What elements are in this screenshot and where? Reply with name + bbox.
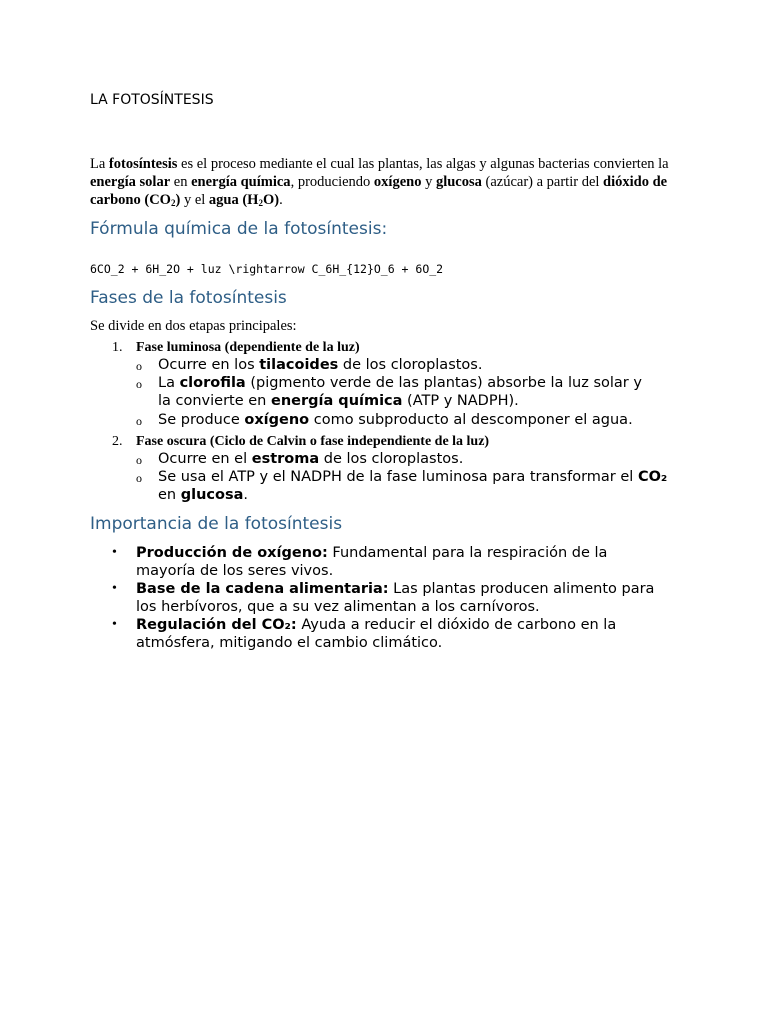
item-bold: estroma <box>251 451 320 467</box>
phase-list-item <box>136 450 688 468</box>
importance-list-item <box>112 616 656 652</box>
item-bold: tilacoides <box>259 357 339 373</box>
sub-bullet-icon: o <box>136 471 142 485</box>
item-bold: energía química <box>270 393 403 409</box>
item-text: de los cloroplastos. <box>338 357 483 373</box>
formula-text: 6CO_2 + 6H_2O + luz \rightarrow C_6H_{12}O_6 + 6O_2 <box>90 262 444 276</box>
intro-text: en <box>170 174 192 190</box>
intro-bold: energía química <box>191 174 291 190</box>
phases-intro: Se divide en dos etapas principales: <box>90 318 297 334</box>
phase-list-item <box>136 374 658 410</box>
item-text: La <box>158 375 180 391</box>
intro-text: (azúcar) a partir del <box>481 174 604 190</box>
phases-heading: Fases de la fotosíntesis <box>90 288 287 308</box>
intro-text: es el proceso mediante el cual las plantas, las algas y algunas bacterias convierten la <box>177 156 669 172</box>
intro-text: La <box>90 156 109 172</box>
item-bold: Producción de oxígeno: <box>136 545 328 561</box>
item-text: Se usa el ATP y el NADPH de la fase luminosa para transformar el <box>158 469 638 485</box>
item-text: Ocurre en los <box>158 357 260 373</box>
sub-bullet-icon: o <box>136 359 142 373</box>
intro-bold-part: dióxido de carbono (CO <box>90 174 668 208</box>
item-bold: oxígeno <box>244 412 310 428</box>
phase-number: 1. <box>112 340 123 355</box>
sub-bullet-icon: o <box>136 453 142 467</box>
item-bold: glucosa <box>180 487 244 503</box>
intro-bold <box>209 192 279 208</box>
document-title: LA FOTOSÍNTESIS <box>90 92 214 108</box>
intro-bold: energía solar <box>90 174 171 190</box>
item-text: Ayuda a reducir el dióxido de carbono en la atmósfera, mitigando el cambio climático. <box>136 617 617 651</box>
intro-bold-part: O) <box>262 192 280 208</box>
item-text: (pigmento verde de las plantas) absorbe la luz solar y la convierte en <box>158 375 642 409</box>
phase-list-item <box>136 411 688 429</box>
item-text: Ocurre en el <box>158 451 252 467</box>
phase-list-item <box>136 468 678 504</box>
intro-text: . <box>279 192 283 208</box>
intro-bold: glucosa <box>435 174 482 190</box>
intro-bold: fotosíntesis <box>108 156 178 172</box>
phase-title: Fase luminosa (dependiente de la luz) <box>136 340 360 355</box>
item-text: (ATP y NADPH). <box>402 393 519 409</box>
item-text: en <box>158 487 181 503</box>
item-bold: Regulación del CO₂: <box>136 617 297 633</box>
item-text: Se produce <box>158 412 245 428</box>
phase-list-item <box>136 356 688 374</box>
bullet-icon: • <box>112 581 117 596</box>
item-text: como subproducto al descomponer el agua. <box>309 412 633 428</box>
subscript: 2 <box>170 198 176 208</box>
sub-bullet-icon: o <box>136 414 142 428</box>
importance-list-item <box>112 580 656 616</box>
bullet-icon: • <box>112 545 117 560</box>
sub-bullet-icon: o <box>136 377 142 391</box>
phase-title: Fase oscura (Ciclo de Calvin o fase independiente de la luz) <box>136 434 490 449</box>
intro-text: , produciendo <box>290 174 374 190</box>
intro-bold-part: agua (H <box>208 192 259 208</box>
importance-heading: Importancia de la fotosíntesis <box>90 514 343 534</box>
intro-text: y <box>421 174 436 190</box>
item-text: de los cloroplastos. <box>319 451 464 467</box>
intro-bold: oxígeno <box>373 174 422 190</box>
item-bold: CO₂ <box>637 469 668 485</box>
subscript: 2 <box>258 198 263 208</box>
formula-heading: Fórmula química de la fotosíntesis: <box>90 219 388 239</box>
intro-paragraph <box>90 155 690 209</box>
intro-text: y el <box>180 192 209 208</box>
phase-number: 2. <box>112 434 123 449</box>
importance-list-item <box>112 544 656 580</box>
item-bold: Base de la cadena alimentaria: <box>136 581 389 597</box>
item-text: . <box>243 487 248 503</box>
bullet-icon: • <box>112 617 117 632</box>
item-bold: clorofila <box>179 375 246 391</box>
item-text: Fundamental para la respiración de la mayoría de los seres vivos. <box>136 545 608 579</box>
intro-bold-part: ) <box>175 192 181 208</box>
item-text: Las plantas producen alimento para los herbívoros, que a su vez alimentan a los carnívoros. <box>136 581 655 615</box>
